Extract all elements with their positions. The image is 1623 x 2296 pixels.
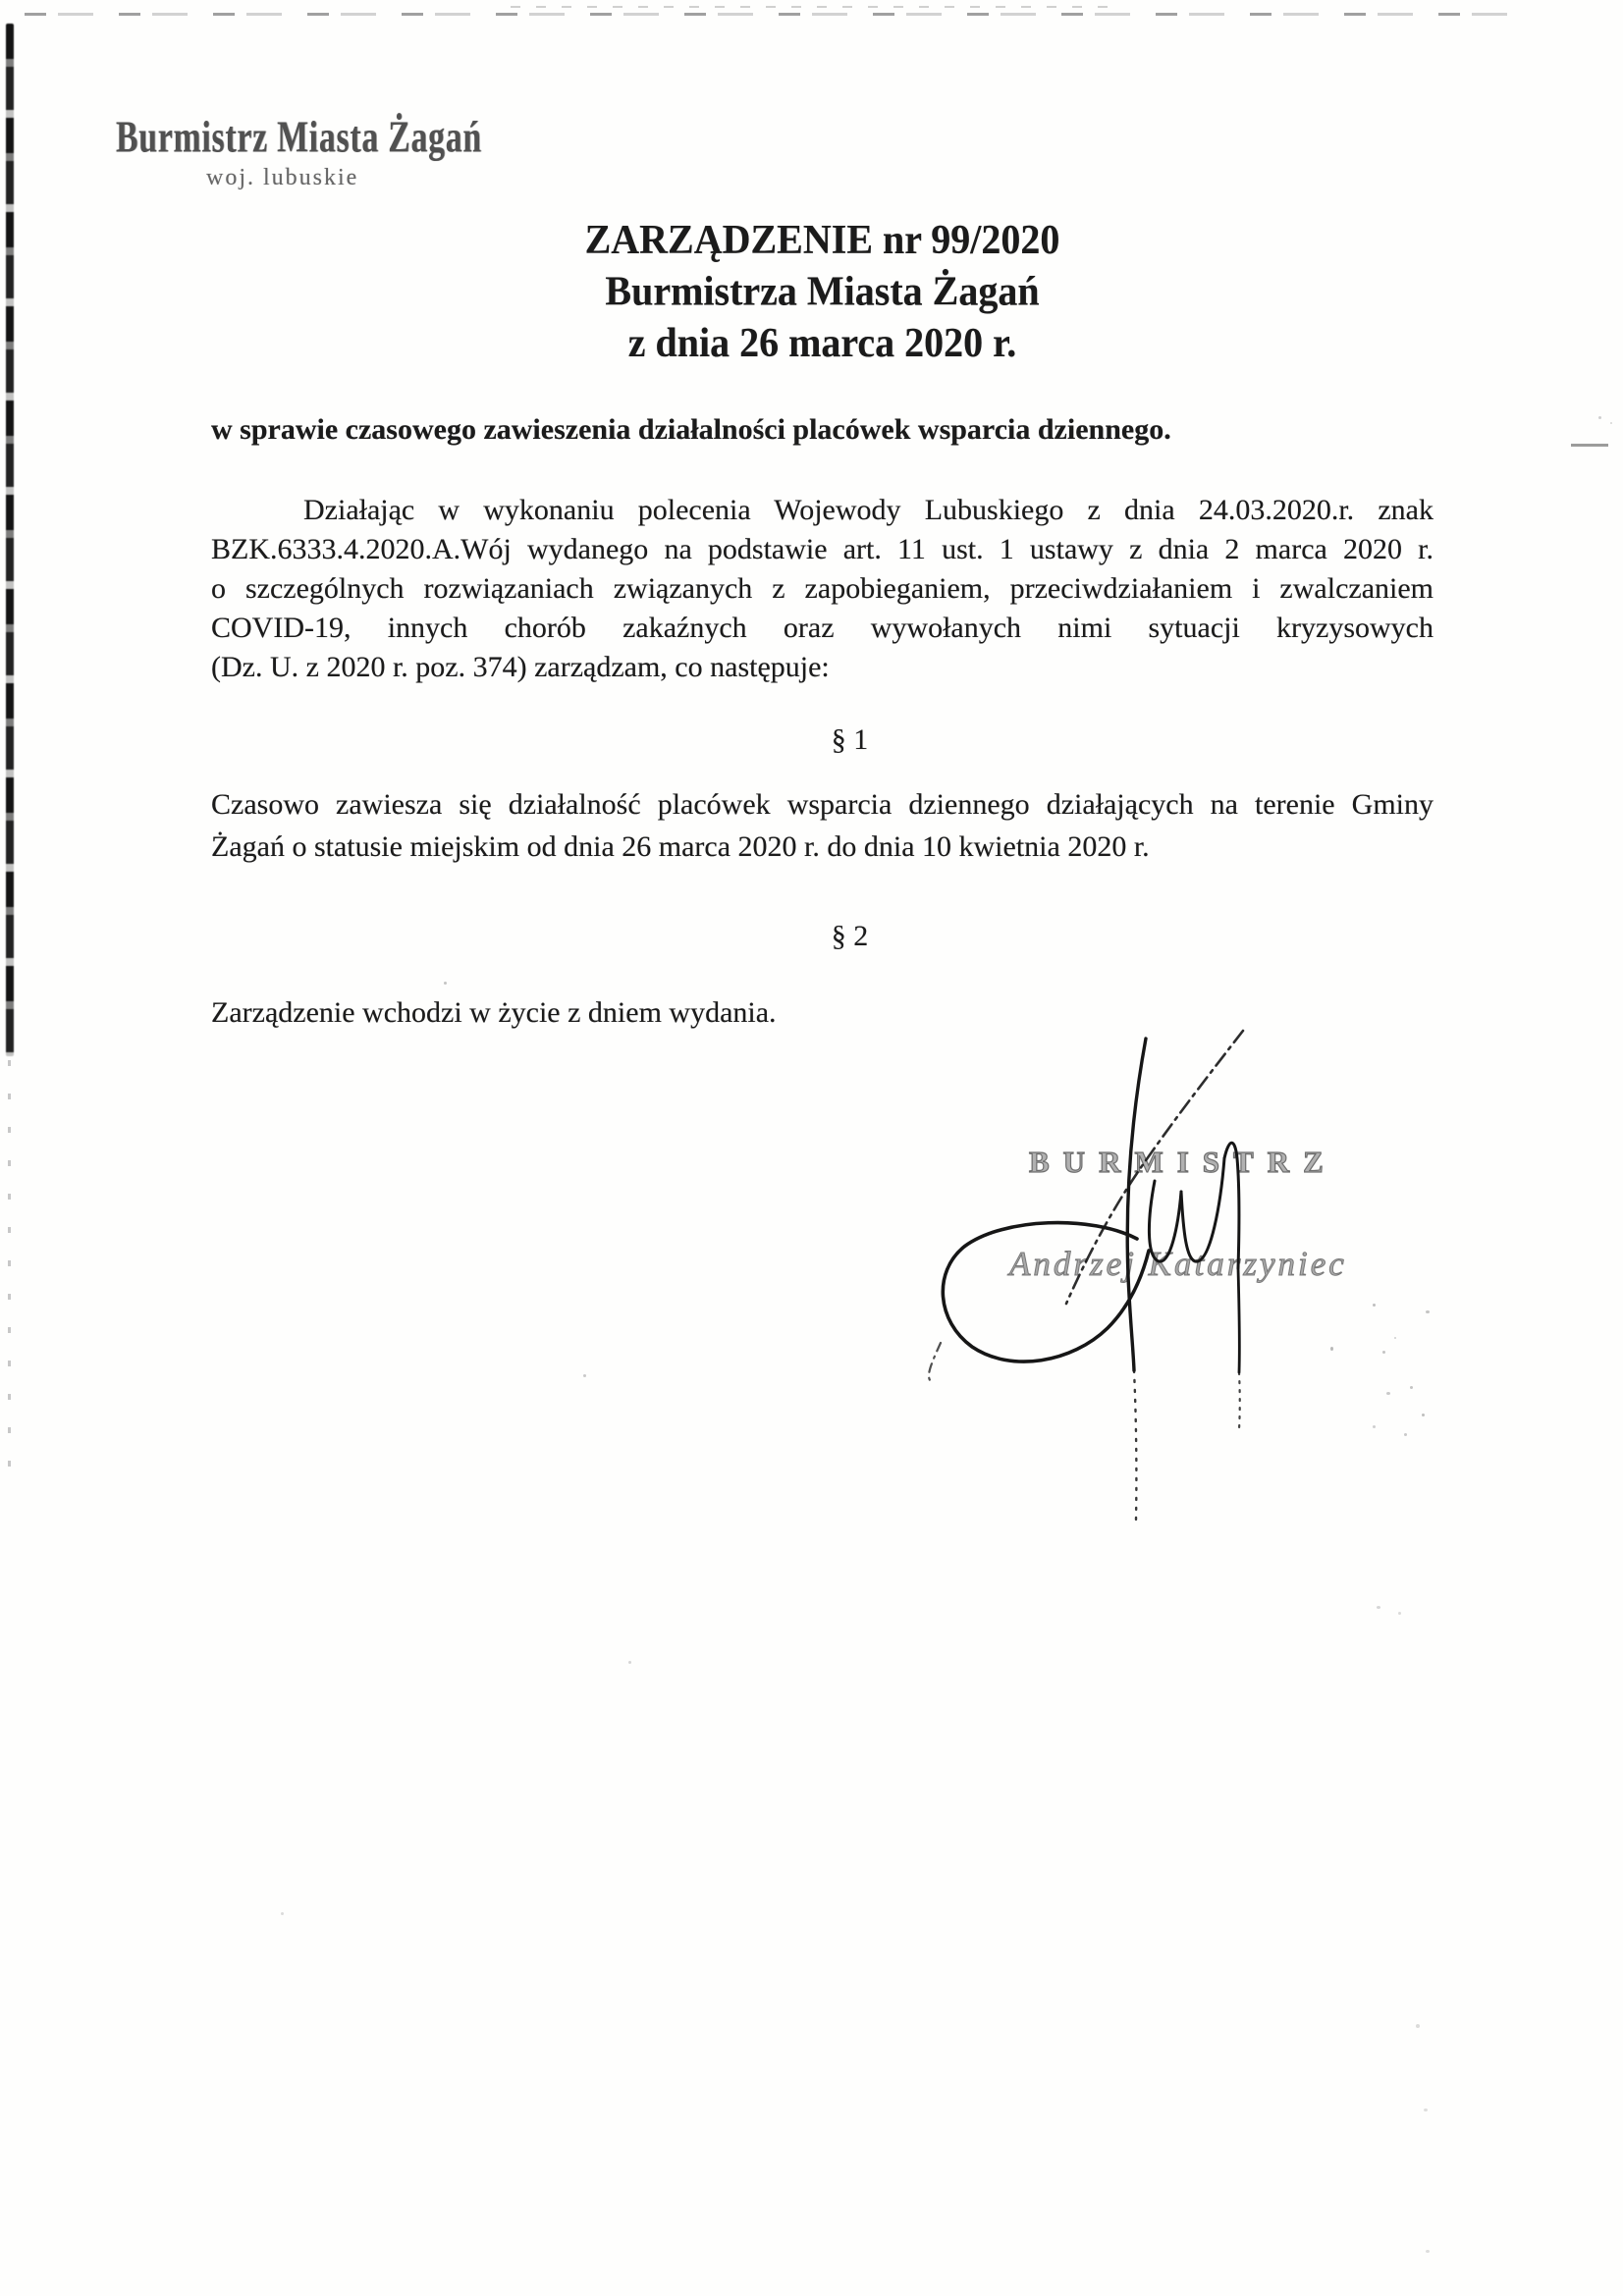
title-line-number: ZARZĄDZENIE nr 99/2020 bbox=[584, 216, 1060, 263]
mayor-name-stamp: Andrzej Katarzyniec bbox=[1009, 1245, 1347, 1283]
scan-speck bbox=[1377, 1606, 1380, 1609]
section-1-line: Żagań o statusie miejskim od dnia 26 marca 2020 r. do dnia 10 kwietnia 2020 r. bbox=[211, 830, 1150, 863]
section-2-mark: § 2 bbox=[831, 920, 869, 952]
preamble-line: Działając w wykonaniu polecenia Wojewody Lubuskiego z dnia 24.03.2020.r. znak bbox=[303, 494, 1434, 526]
ordinance-title bbox=[211, 214, 1434, 369]
office-stamp-voivodeship: woj. lubuskie bbox=[206, 165, 359, 190]
section-1-mark: § 1 bbox=[831, 723, 869, 756]
scan-speck bbox=[628, 1661, 631, 1664]
preamble-line: BZK.6333.4.2020.A.Wój wydanego na podstawie art. 11 ust. 1 ustawy z dnia 2 marca 2020 r. bbox=[211, 533, 1434, 565]
scan-speck bbox=[583, 1374, 586, 1377]
section-1-line: Czasowo zawiesza się działalność placówek wsparcia dziennego działających na terenie Gminy bbox=[211, 788, 1434, 821]
section-2-paragraph: Zarządzenie wchodzi w życie z dniem wydania. bbox=[211, 996, 777, 1029]
top-scan-edge-line bbox=[25, 13, 1527, 16]
top-scan-edge-line-faint bbox=[511, 6, 1119, 8]
scan-speck bbox=[1398, 1612, 1401, 1615]
left-scan-edge-tail bbox=[8, 1060, 11, 1472]
scan-speck bbox=[1598, 416, 1601, 419]
scan-speck bbox=[444, 982, 447, 985]
right-margin-dash bbox=[1571, 444, 1608, 447]
preamble-line: COVID-19, innych chorób zakaźnych oraz wywołanych nimi sytuacji kryzysowych bbox=[211, 612, 1434, 644]
scan-speck bbox=[1610, 422, 1612, 424]
title-line-date: z dnia 26 marca 2020 r. bbox=[627, 319, 1017, 366]
preamble-line: (Dz. U. z 2020 r. poz. 374) zarządzam, co następuje: bbox=[211, 651, 830, 683]
scan-speck bbox=[1426, 2250, 1430, 2253]
scan-speck bbox=[1416, 2024, 1420, 2028]
office-stamp-name: Burmistrz Miasta Żagań bbox=[116, 111, 482, 162]
scan-speck bbox=[281, 1912, 284, 1915]
title-line-issuer: Burmistrza Miasta Żagań bbox=[605, 267, 1040, 314]
mayor-title-stamp: BURMISTRZ bbox=[1029, 1145, 1337, 1179]
subject-line: w sprawie czasowego zawieszenia działalności placówek wsparcia dziennego. bbox=[211, 413, 1171, 446]
preamble-line: o szczególnych rozwiązaniach związanych z zapobieganiem, przeciwdziałaniem i zwalczaniem bbox=[211, 572, 1434, 605]
office-rubber-stamp bbox=[116, 110, 563, 191]
preamble-paragraph bbox=[211, 491, 1434, 687]
scan-speck bbox=[1424, 2109, 1428, 2111]
section-1-paragraph bbox=[211, 783, 1434, 868]
handwritten-signature bbox=[913, 1001, 1483, 1551]
left-scan-edge bbox=[6, 24, 14, 1056]
